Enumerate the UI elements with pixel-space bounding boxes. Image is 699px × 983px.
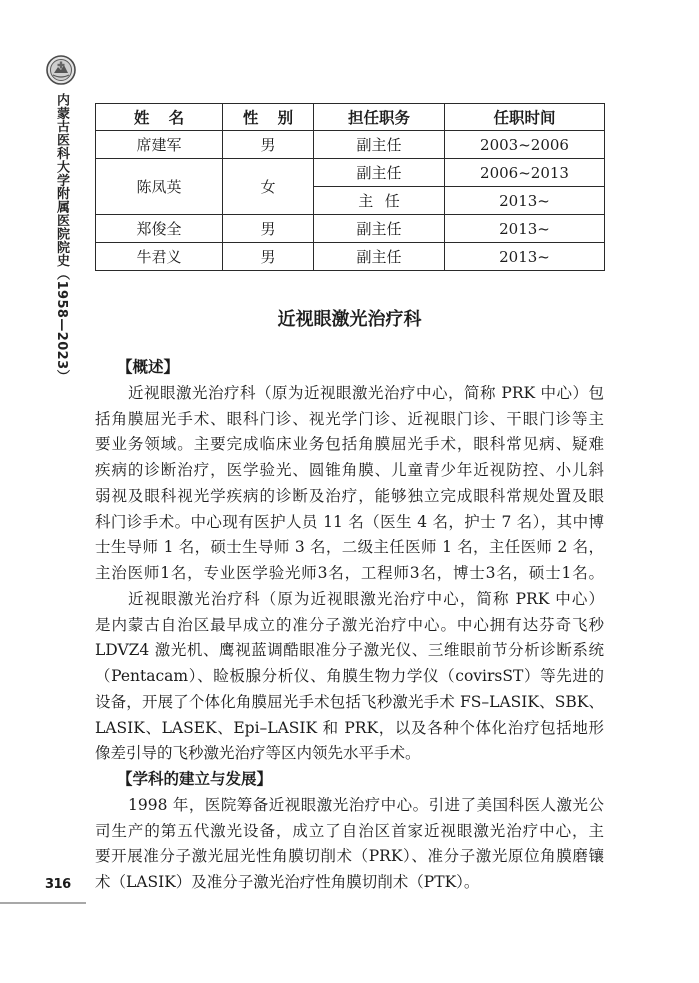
cell-position: 副主任 [314,215,445,243]
text-line: 术（LASIK）及准分子激光治疗性角膜切削术（PTK）。 [95,873,480,891]
paragraph [95,793,604,896]
cell-position: 主 任 [314,187,445,215]
cell-name: 牛君义 [96,243,223,271]
cell-position: 副主任 [314,131,445,159]
text-line: 要开展准分子激光屈光性角膜切削术（PRK）、准分子激光原位角膜磨镶 [95,847,604,866]
director-roster-table [95,103,605,271]
text-line: 1998 年，医院筹备近视眼激光治疗中心。引进了美国科医人激光公 [128,795,604,814]
text-line: （Pentacam）、睑板腺分析仪、角膜生物力学仪（covirsST）等先进的 [95,667,604,685]
table-row [96,215,605,243]
cell-term: 2003~2006 [445,131,605,159]
cell-sex: 女 [223,159,314,215]
text-line: 疾病的诊断治疗，医学验光、圆锥角膜、儿童青少年近视防控、小儿斜 [95,461,604,479]
cell-term: 2013~ [445,243,605,271]
cell-name: 郑俊全 [96,215,223,243]
footer-divider [0,902,86,904]
overview-heading: 【概述】 [117,358,180,376]
text-line: 主治医师1名，专业医学验光师3名，工程师3名，博士3名，硕士1名。 [95,564,604,582]
text-line: 括角膜屈光手术、眼科门诊、视光学门诊、近视眼门诊、干眼门诊等主 [95,409,604,428]
development-heading: 【学科的建立与发展】 [117,770,273,788]
cell-term: 2013~ [445,187,605,215]
text-line: LASIK、LASEK、Epi–LASIK 和 PRK，以及各种个体化治疗包括地形 [95,718,604,737]
cell-position: 副主任 [314,159,445,187]
table-header-row [96,104,605,131]
university-emblem-icon [46,55,76,85]
section-title: 近视眼激光治疗科 [277,309,422,330]
book-running-title: 内蒙古医科大学附属医院院史（1958—2023） [54,93,69,383]
column-header-name: 姓 名 [96,104,223,131]
cell-sex: 男 [223,215,314,243]
text-line: 设备，开展了个体化角膜屈光手术包括飞秒激光手术 FS–LASIK、SBK、 [95,692,604,711]
cell-sex: 男 [223,131,314,159]
cell-term: 2006~2013 [445,159,605,187]
table-row [96,243,605,271]
paragraph [95,587,604,767]
column-header-position: 担任职务 [314,104,445,131]
column-header-term: 任职时间 [445,104,605,131]
cell-name: 席建军 [96,131,223,159]
text-line: 近视眼激光治疗科（原为近视眼激光治疗中心，简称 PRK 中心）包 [128,383,604,402]
text-line: 近视眼激光治疗科（原为近视眼激光治疗中心，简称 PRK 中心） [128,589,604,608]
cell-position: 副主任 [314,243,445,271]
paragraph [95,381,604,587]
table-row [96,131,605,159]
body-text [95,355,604,896]
column-header-sex: 性 别 [223,104,314,131]
text-line: 士生导师 1 名，硕士生导师 3 名，二级主任医师 1 名，主任医师 2 名， [95,538,604,557]
text-line: 科门诊手术。中心现有医护人员 11 名（医生 4 名，护士 7 名），其中博 [95,512,604,531]
text-line: 是内蒙古自治区最早成立的准分子激光治疗中心。中心拥有达芬奇飞秒 [95,615,604,634]
cell-name: 陈凤英 [96,159,223,215]
text-line: 司生产的第五代激光设备，成立了自治区首家近视眼激光治疗中心，主 [95,821,604,840]
text-line: 像差引导的飞秒激光治疗等区内领先水平手术。 [95,744,421,763]
cell-sex: 男 [223,243,314,271]
table-row [96,159,605,187]
cell-term: 2013~ [445,215,605,243]
page-number: 316 [45,877,71,892]
text-line: 要业务领域。主要完成临床业务包括角膜屈光手术，眼科常见病、疑难 [95,435,604,454]
text-line: LDVZ4 激光机、鹰视蓝调酷眼准分子激光仪、三维眼前节分析诊断系统 [95,641,604,660]
text-line: 弱视及眼科视光学疾病的诊断及治疗，能够独立完成眼科常规处置及眼 [95,486,604,505]
